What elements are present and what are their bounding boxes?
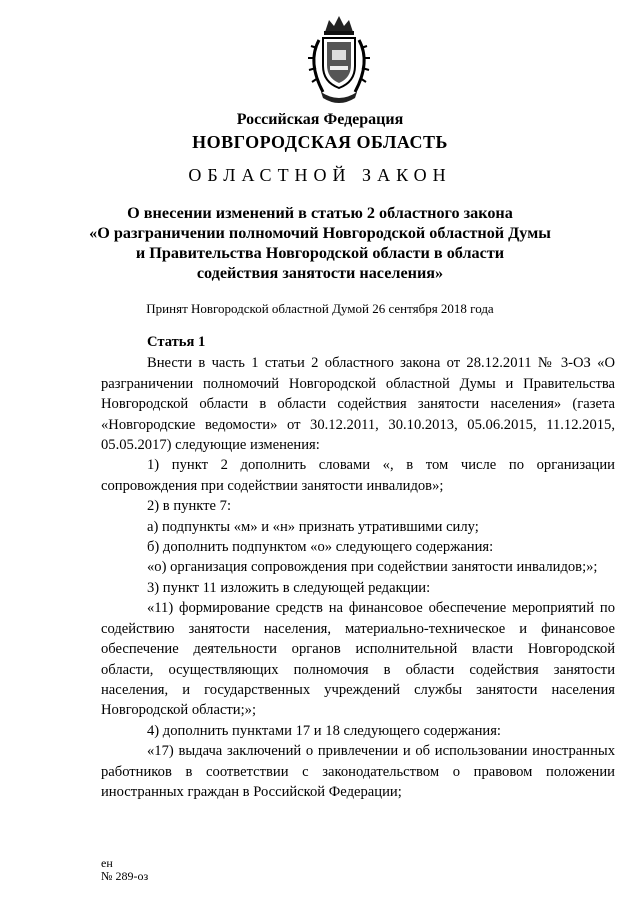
title-line: О внесении изменений в статью 2 областного закона bbox=[127, 204, 513, 222]
paragraph: 4) дополнить пунктами 17 и 18 следующего содержания: bbox=[147, 722, 501, 739]
paragraph: «17) выдача заключений о привлечении и об использовании иностранных работников в соответствии с законодательством о правовом положении иностранных граждан в Российской Федерации; bbox=[101, 743, 615, 800]
paragraph: 3) пункт 11 изложить в следующей редакции: bbox=[147, 579, 431, 596]
footer-number: № 289-оз bbox=[101, 869, 149, 883]
coat-of-arms-icon bbox=[303, 12, 375, 104]
footer-initials: ен bbox=[101, 856, 113, 870]
federation-heading: Российская Федерация bbox=[236, 111, 404, 128]
paragraph: 2) в пункте 7: bbox=[147, 498, 232, 515]
title-line: и Правительства Новгородской области в области bbox=[135, 244, 505, 262]
title-line: содействия занятости населения» bbox=[196, 264, 444, 282]
paragraph: Внести в часть 1 статьи 2 областного закона от 28.12.2011 № 3-ОЗ «О разграничении полномочий Новгородской областной Думы и Правительства Новгородской области в области содействия занятости населения» (газета «Новгородские ведомости» от 30.12.2011, 30.10.2013, 05.06.2015, 11.12.2015, 05.05.2017) следующие изменения: bbox=[101, 355, 615, 454]
article-heading: Статья 1 bbox=[147, 334, 206, 350]
paragraph: а) подпункты «м» и «н» признать утратившими силу; bbox=[147, 518, 479, 535]
adoption-note: Принят Новгородской областной Думой 26 сентября 2018 года bbox=[146, 301, 494, 316]
paragraph: б) дополнить подпунктом «о» следующего содержания: bbox=[147, 539, 494, 556]
paragraph: «о) организация сопровождения при содействии занятости инвалидов;»; bbox=[147, 559, 598, 576]
title-line: «О разграничении полномочий Новгородской областной Думы bbox=[89, 224, 551, 242]
document-type: ОБЛАСТНОЙ ЗАКОН bbox=[188, 165, 452, 185]
paragraph: «11) формирование средств на финансовое обеспечение мероприятий по содействию занятости населения, материально-техническое и финансовое обеспечение деятельности органов исполнительной власти Новгородской области, осуществляющих полномочия в области содействия занятости населения, и государственных учреждений службы занятости населения Новгородской области;»; bbox=[101, 600, 615, 719]
region-heading: НОВГОРОДСКАЯ ОБЛАСТЬ bbox=[192, 132, 448, 152]
law-title bbox=[60, 203, 580, 283]
paragraph: 1) пункт 2 дополнить словами «, в том числе по организации сопровождения при содействии занятости инвалидов»; bbox=[101, 457, 615, 494]
document-body bbox=[101, 332, 615, 802]
document-footer bbox=[101, 857, 148, 883]
